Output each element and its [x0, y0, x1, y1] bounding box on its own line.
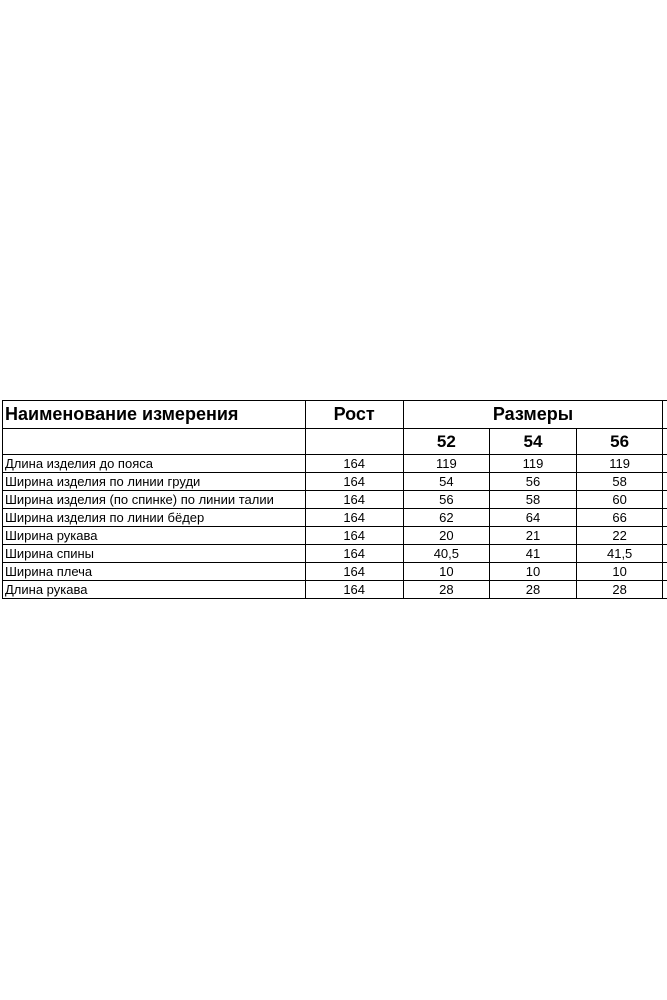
- size-value: 56: [490, 473, 577, 491]
- measurement-name-header: Наименование измерения: [3, 401, 306, 429]
- height-value: 164: [305, 455, 403, 473]
- measurement-name: Ширина спины: [3, 545, 306, 563]
- empty-cell: [305, 429, 403, 455]
- table-row: [3, 545, 667, 563]
- table-row: [3, 581, 667, 599]
- size-value: 64: [490, 509, 577, 527]
- measurement-name: Ширина изделия по линии груди: [3, 473, 306, 491]
- table-row: [3, 455, 667, 473]
- empty-cell: [3, 429, 306, 455]
- size-value: 28: [576, 581, 663, 599]
- cut-cell: [663, 545, 667, 563]
- sizes-header: Размеры: [403, 401, 663, 429]
- size-value: 10: [403, 563, 490, 581]
- measurement-name: Длина изделия до пояса: [3, 455, 306, 473]
- height-value: 164: [305, 563, 403, 581]
- height-value: 164: [305, 527, 403, 545]
- size-value: 10: [576, 563, 663, 581]
- height-header: Рост: [305, 401, 403, 429]
- size-header-56: 56: [576, 429, 663, 455]
- table-row: [3, 491, 667, 509]
- size-value: 58: [576, 473, 663, 491]
- size-value: 40,5: [403, 545, 490, 563]
- cut-cell: [663, 401, 667, 429]
- cut-cell: [663, 581, 667, 599]
- cut-cell: [663, 527, 667, 545]
- table-row: [3, 473, 667, 491]
- cut-cell: [663, 429, 667, 455]
- cut-cell: [663, 473, 667, 491]
- height-value: 164: [305, 509, 403, 527]
- size-value: 54: [403, 473, 490, 491]
- height-value: 164: [305, 545, 403, 563]
- size-numbers-row: [3, 429, 667, 455]
- size-value: 58: [490, 491, 577, 509]
- size-value: 119: [576, 455, 663, 473]
- cut-cell: [663, 563, 667, 581]
- size-value: 119: [490, 455, 577, 473]
- size-value: 28: [403, 581, 490, 599]
- measurement-name: Ширина плеча: [3, 563, 306, 581]
- size-header-54: 54: [490, 429, 577, 455]
- cut-cell: [663, 509, 667, 527]
- size-value: 22: [576, 527, 663, 545]
- cut-cell: [663, 491, 667, 509]
- size-header-52: 52: [403, 429, 490, 455]
- table-row: [3, 563, 667, 581]
- header-row: [3, 401, 667, 429]
- height-value: 164: [305, 581, 403, 599]
- size-value: 41: [490, 545, 577, 563]
- size-value: 66: [576, 509, 663, 527]
- table-row: [3, 527, 667, 545]
- height-value: 164: [305, 491, 403, 509]
- size-value: 56: [403, 491, 490, 509]
- cut-cell: [663, 455, 667, 473]
- size-chart-table: [2, 400, 667, 599]
- size-value: 21: [490, 527, 577, 545]
- size-value: 10: [490, 563, 577, 581]
- size-value: 119: [403, 455, 490, 473]
- size-value: 28: [490, 581, 577, 599]
- size-value: 20: [403, 527, 490, 545]
- table-row: [3, 509, 667, 527]
- height-value: 164: [305, 473, 403, 491]
- size-value: 62: [403, 509, 490, 527]
- size-value: 41,5: [576, 545, 663, 563]
- measurement-name: Длина рукава: [3, 581, 306, 599]
- size-value: 60: [576, 491, 663, 509]
- measurement-name: Ширина изделия (по спинке) по линии талии: [3, 491, 306, 509]
- measurement-name: Ширина рукава: [3, 527, 306, 545]
- measurement-name: Ширина изделия по линии бёдер: [3, 509, 306, 527]
